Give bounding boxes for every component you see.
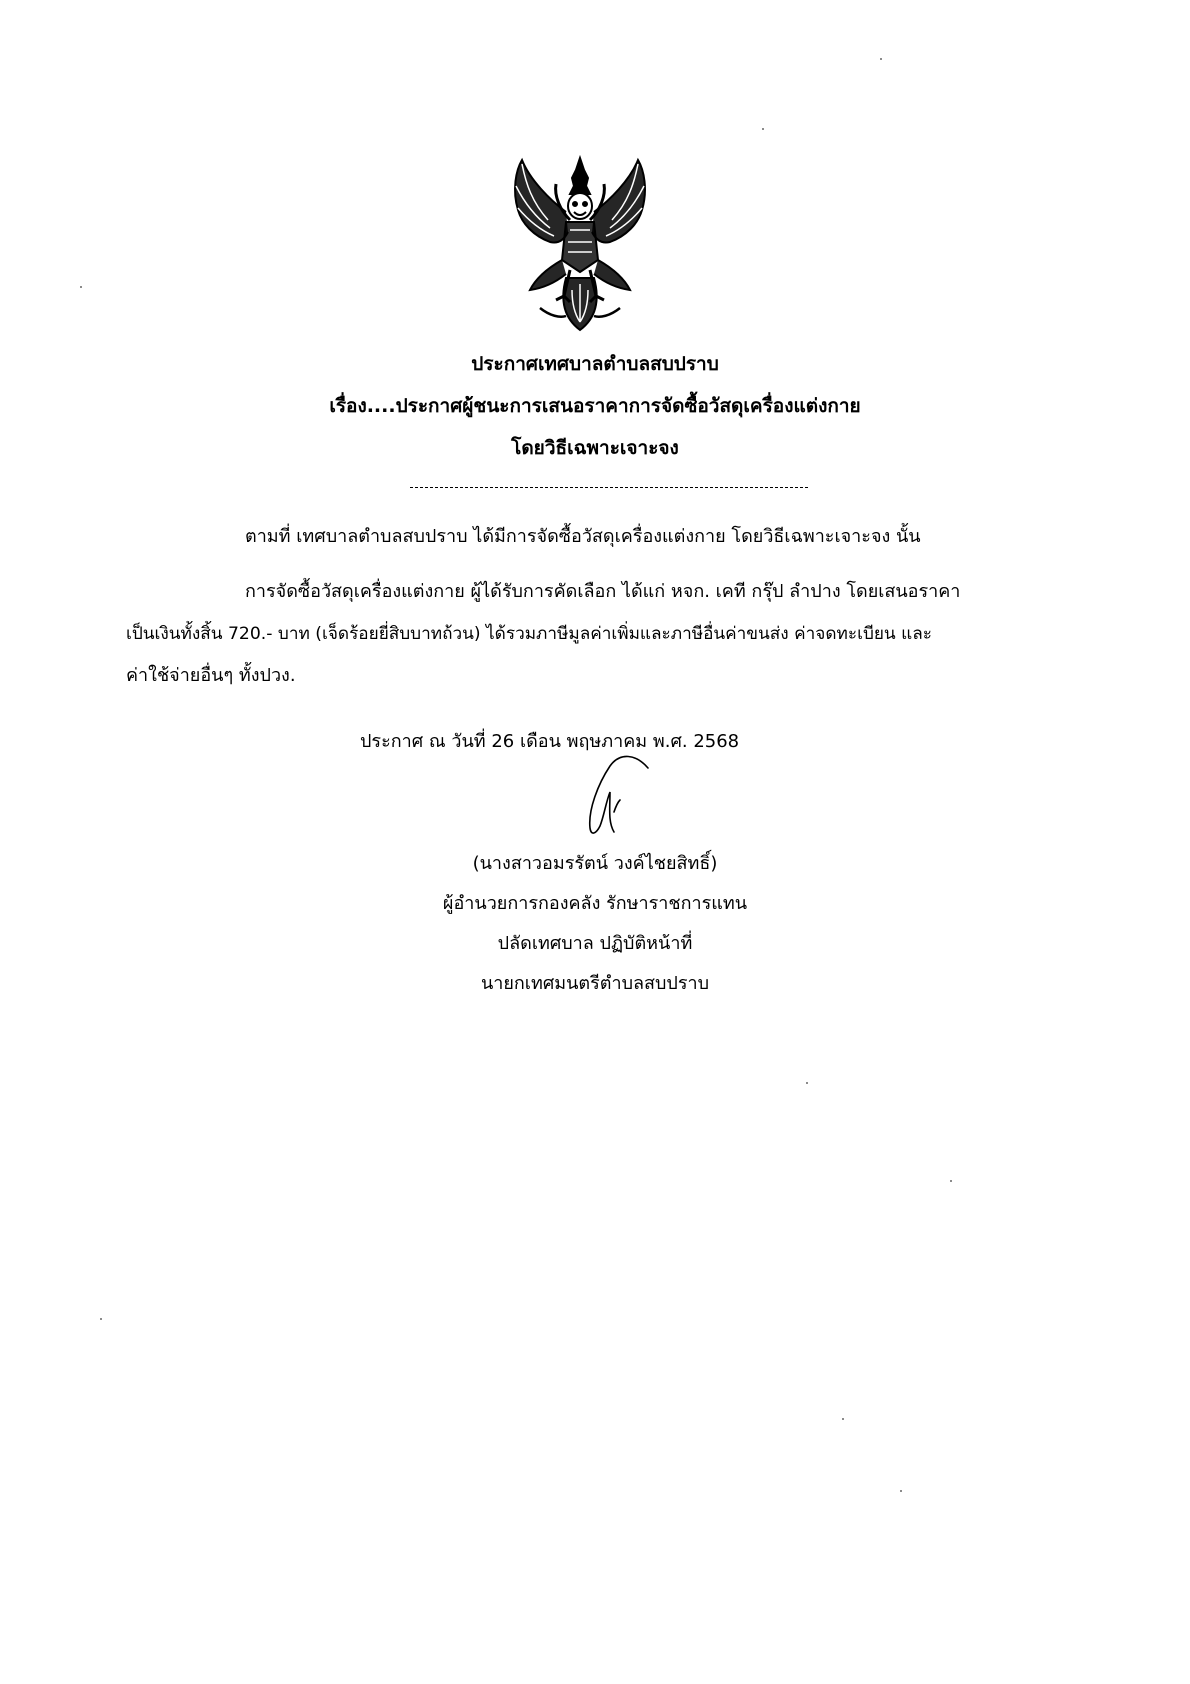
scan-speck <box>950 1180 952 1182</box>
title-divider <box>410 487 808 488</box>
scan-speck <box>80 286 82 288</box>
announcement-heading: ประกาศเทศบาลตำบลสบปราบ <box>471 353 719 375</box>
scan-speck <box>842 1418 844 1420</box>
scan-speck <box>900 1490 902 1492</box>
body-paragraph-1: ตามที่ เทศบาลตำบลสบปราบ ได้มีการจัดซื้อวัสดุเครื่องแต่งกาย โดยวิธีเฉพาะเจาะจง นั้น <box>245 526 921 547</box>
signatory-title-2: ปลัดเทศบาล ปฏิบัติหน้าที่ <box>497 933 693 954</box>
signatory-title-3: นายกเทศมนตรีตำบลสบปราบ <box>480 973 710 994</box>
scan-speck <box>880 58 882 60</box>
method-line: โดยวิธีเฉพาะเจาะจง <box>511 437 679 459</box>
scan-speck <box>806 1082 808 1084</box>
subject-line: เรื่อง....ประกาศผู้ชนะการเสนอราคาการจัดซื้อวัสดุเครื่องแต่งกาย <box>329 395 861 417</box>
body-paragraph-2-line-2: เป็นเงินทั้งสิ้น 720.- บาท (เจ็ดร้อยยี่สิบบาทถ้วน) ได้รวมภาษีมูลค่าเพิ่มและภาษีอื่นค่าขนส่ง ค่าจดทะเบียน และ <box>126 624 932 644</box>
signatory-name: (นางสาวอมรรัตน์ วงค์ไชยสิทธิ์) <box>472 853 718 874</box>
body-paragraph-2-line-1: การจัดซื้อวัสดุเครื่องแต่งกาย ผู้ได้รับการคัดเลือก ได้แก่ หจก. เคที กรุ๊ป ลำปาง โดยเสนอราคา <box>245 581 961 602</box>
garuda-emblem-icon <box>500 150 660 335</box>
scan-speck <box>762 128 764 130</box>
body-paragraph-2-line-3: ค่าใช้จ่ายอื่นๆ ทั้งปวง. <box>126 665 296 686</box>
handwritten-signature-icon <box>570 752 650 842</box>
announce-date: ประกาศ ณ วันที่ 26 เดือน พฤษภาคม พ.ศ. 2568 <box>360 731 740 752</box>
signatory-title-1: ผู้อำนวยการกองคลัง รักษาราชการแทน <box>442 893 748 914</box>
scan-speck <box>100 1318 102 1320</box>
